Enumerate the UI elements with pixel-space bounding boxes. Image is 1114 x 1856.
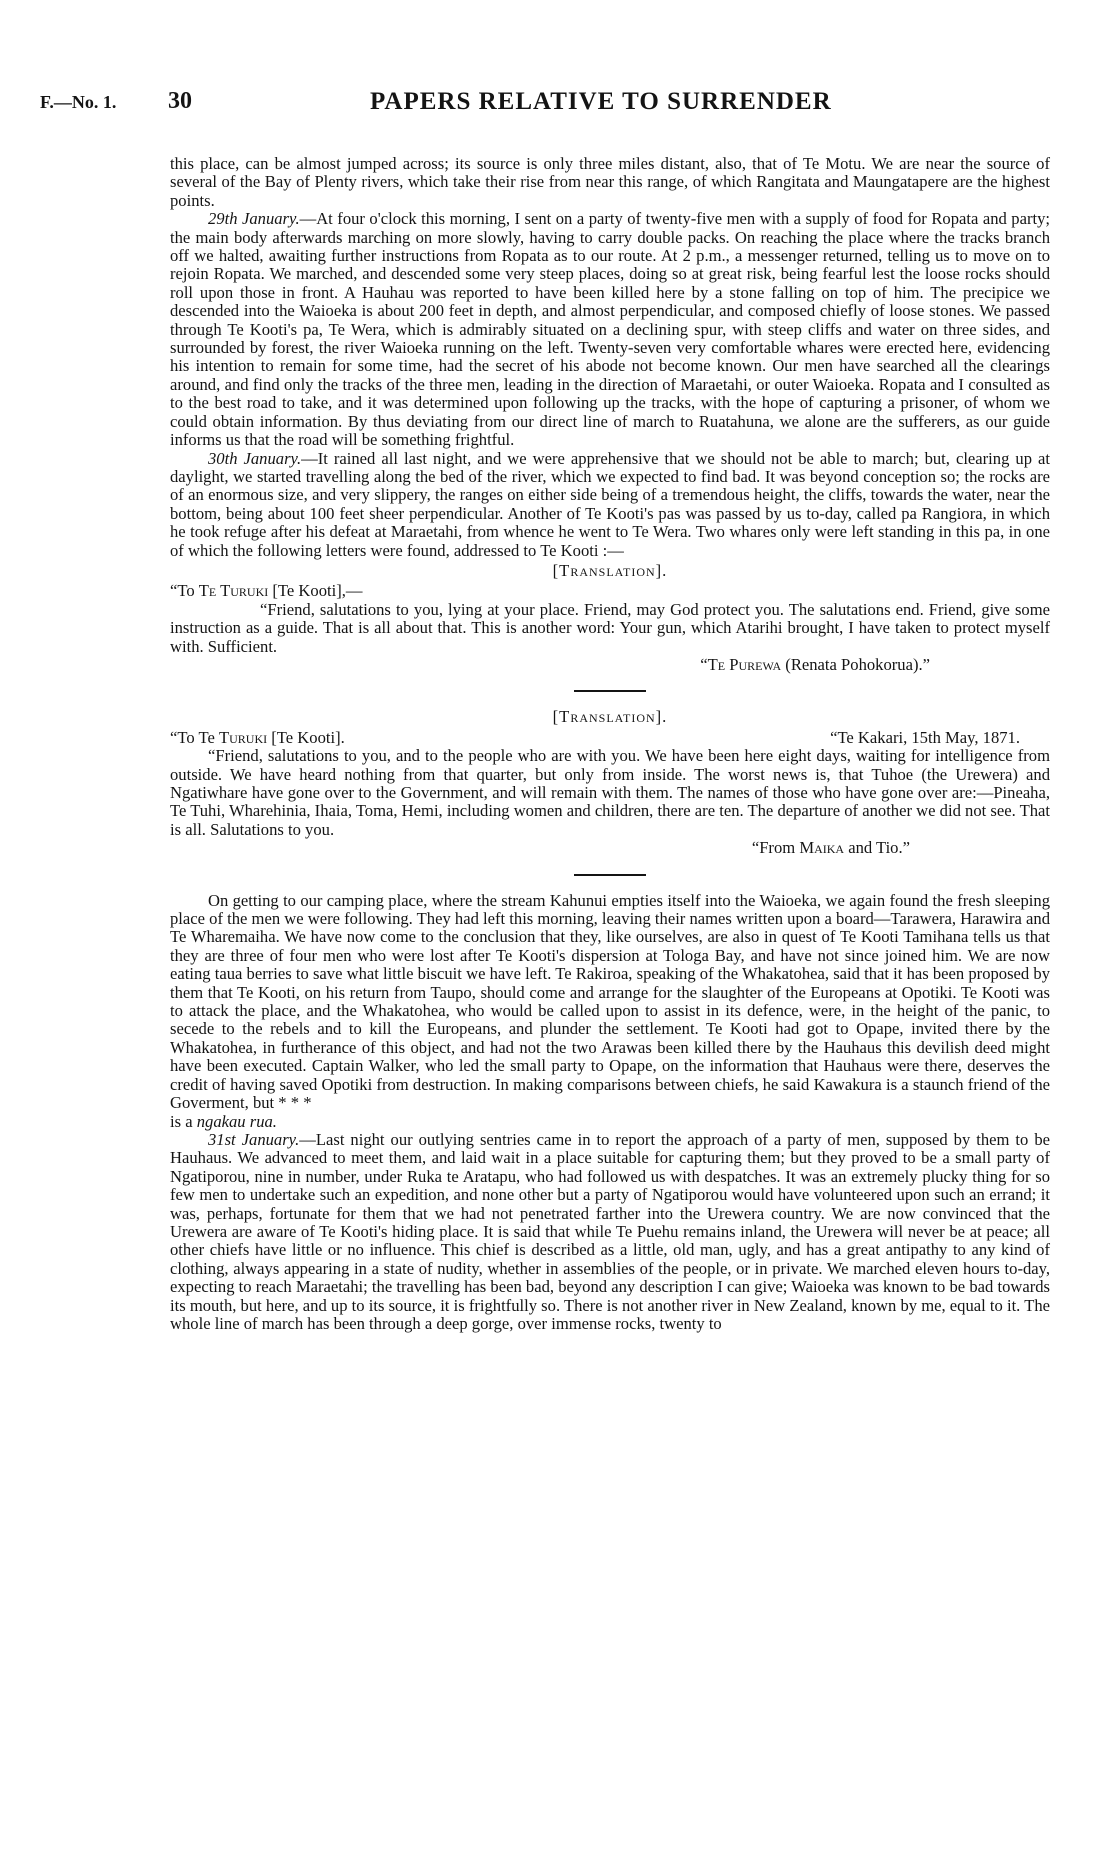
- letter-signature: “From Maika and Tio.”: [751, 838, 910, 858]
- running-title: PAPERS RELATIVE TO SURRENDER: [370, 88, 832, 115]
- paragraph-tail: is a ngakau rua.: [170, 1111, 277, 1131]
- translation-heading: [Translation].: [552, 560, 668, 580]
- letter-body: “Friend, salutations to you, and to the people who are with you. We have been here eight days, waiting for intelligence from outside. We have heard nothing from that quarter, but only from inside. The worst news is, that Tuhoe (the Urewera) and Ngatiwhare have gone over to the Government, and will remain with them. The names of those who have gone over are:—Pineaha, Te Tuhi, Wharehinia, Ihaia, Toma, Hemi, including women and children, there are ten. The departure of another we did not see. That is all. Salutations to you.: [170, 746, 1050, 839]
- paragraph-text: —It rained all last night, and we were apprehensive that we should not be able to march; but, clearing up at daylight, we started travelling along the bed of the river, which we expected to find bad. It was beyond conception so; the rocks are of an enormous size, and very slippery, the ranges on either side being of a tremendous height, the cliffs, towards the water, near the bottom, being about 100 feet sheer perpendicular. Another of Te Kooti's pas was passed by us to-day, called pa Rangiora, in which he took refuge after his defeat at Maraetahi, from whence he went to Te Wera. Two whares only were left standing in this pa, in one of which the following letters were found, addressed to Te Kooti :—: [170, 448, 1050, 560]
- paragraph-30th-january: [170, 450, 1050, 560]
- date-label: 29th January.: [208, 209, 300, 229]
- page-header: [40, 86, 1070, 120]
- paragraph-text: —Last night our outlying sentries came in to report the approach of a party of men, supposed by them to be Hauhaus. We advanced to meet them, and laid wait in a place suitable for capturing them; but they proved to be a small party of Ngatiporou, nine in number, under Ruka te Aratapu, who had followed us with despatches. It was an extremely plucky thing for so few men to undertake such an expedition, and none other but a party of Ngatiporou would have volunteered upon such an errand; it was, perhaps, fortunate for them that we had not penetrated farther into the Urewera country. We are now convinced that the Urewera are aware of Te Kooti's hiding place. It is said that while Te Puehu remains inland, the Urewera will never be at peace; all other chiefs have little or no influence. This chief is described as a little, old man, ugly, and has a great antipathy to any kind of clothing, always appearing in a state of nudity, whether in assemblies of the people, or in private. We marched eleven hours to-day, expecting to reach Maraetahi; the travelling has been bad, beyond any description I can give; Waioeka was known to be bad towards its mouth, but here, and up to its source, it is frightfully so. There is not another river in New Zealand, known by me, equal to it. The whole line of march has been through a deep gorge, over immense rocks, twenty to: [170, 1129, 1050, 1333]
- page-number: 30: [168, 88, 192, 114]
- letter-signature: “Te Purewa (Renata Pohokorua).”: [700, 654, 930, 674]
- section-rule: [574, 874, 646, 876]
- paragraph-31st-january: [170, 1131, 1050, 1333]
- letter-recipient: “To Te Turuki [Te Kooti].: [170, 727, 345, 747]
- letter-address-row: [170, 729, 1050, 747]
- paragraph-camping-place: On getting to our camping place, where the stream Kahunui empties itself into the Waioeka, we again found the fresh sleeping place of the men we were following. They had left this morning, leaving their names written upon a board—Tarawera, Harawira and Te Wharemaiha. We have now come to the conclusion that they, like ourselves, are also in quest of Te Kooti Tamihana tells us that they are three of four men who were lost after Te Kooti's dispersion at Tologa Bay, and have not since joined him. We are now eating taua berries to save what little biscuit we have left. Te Rakiroa, speaking of the Whakatohea, said that it has been proposed by them that Te Kooti, on his return from Taupo, should come and arrange for the slaughter of the Europeans at Opotiki. Te Kooti was to attack the place, and the Whakatohea, who would be called upon to assist in its defence, were, in the height of the panic, to secede to the rebels and to kill the Europeans, and plunder the settlement. Te Kooti had got to Opape, invited there by the Whakatohea, in furtherance of this object, and had not the two Arawas been killed there by the Hauhaus this devilish deed might have been executed. Captain Walker, who led the small party to Opape, on the information that Hauhaus were there, deserves the credit of having saved Opotiki from destruction. In making comparisons between chiefs, he said Kawakura is a staunch friend of the Goverment, but * * *: [170, 890, 1050, 1113]
- paragraph-text: —At four o'clock this morning, I sent on a party of twenty-five men with a supply of food for Ropata and party; the main body afterwards marching on more slowly, having to carry double packs. On reaching the place where the tracks branch off we halted, awaiting further instructions from Ropata as to our route. At 2 p.m., a messenger returned, telling us to move on to rejoin Ropata. We marched, and descended some very steep places, doing so at great risk, being fearful lest the loose rocks should roll upon those in front. A Hauhau was reported to have been killed here by a stone falling on top of him. The precipice we descended into the Waioeka is about 200 feet in depth, and almost perpendicular, and composed chiefly of loose stones. We passed through Te Kooti's pa, Te Wera, which is admirably situated on a declining spur, with steep cliffs and water on three sides, and surrounded by forest, the river Waioeka running on the left. Twenty-seven very comfortable whares were erected here, evidencing his intention to remain for some time, had the secret of his abode not become known. Our men have searched all the clearings around, and find only the tracks of the three men, leading in the direction of Maraetahi, or outer Waioeka. Ropata and I consulted as to the best road to take, and it was determined upon following up the tracks, with the hope of capturing a prisoner, of whom we could obtain information. By thus deviating from our direct line of march to Ruatahuna, we alone are the sufferers, as our guide informs us that the road will be something frightful.: [170, 209, 1050, 450]
- paragraph: this place, can be almost jumped across; its source is only three miles distant, also, that of Te Motu. We are near the source of several of the Bay of Plenty rivers, which take their rise from near this range, of which Rangitata and Maungatapere are the highest points.: [170, 154, 1050, 210]
- paragraph-29th-january: [170, 210, 1050, 449]
- document-body: [170, 155, 1050, 1333]
- letter-salutation: “To Te Turuki [Te Kooti],—: [170, 581, 363, 601]
- section-rule: [574, 690, 646, 692]
- translation-heading: [Translation].: [552, 707, 668, 727]
- letter-body: “Friend, salutations to you, lying at your place. Friend, may God protect you. The salutations end. Friend, give some instruction as a guide. That is all about that. This is another word: Your gun, which Atarihi brought, I have taken to protect myself with. Sufficient.: [170, 599, 1050, 656]
- date-label: 31st January.: [208, 1129, 300, 1149]
- paper-reference: F.—No. 1.: [40, 92, 117, 112]
- date-label: 30th January.: [208, 448, 302, 468]
- letter-date: “Te Kakari, 15th May, 1871.: [830, 727, 1020, 747]
